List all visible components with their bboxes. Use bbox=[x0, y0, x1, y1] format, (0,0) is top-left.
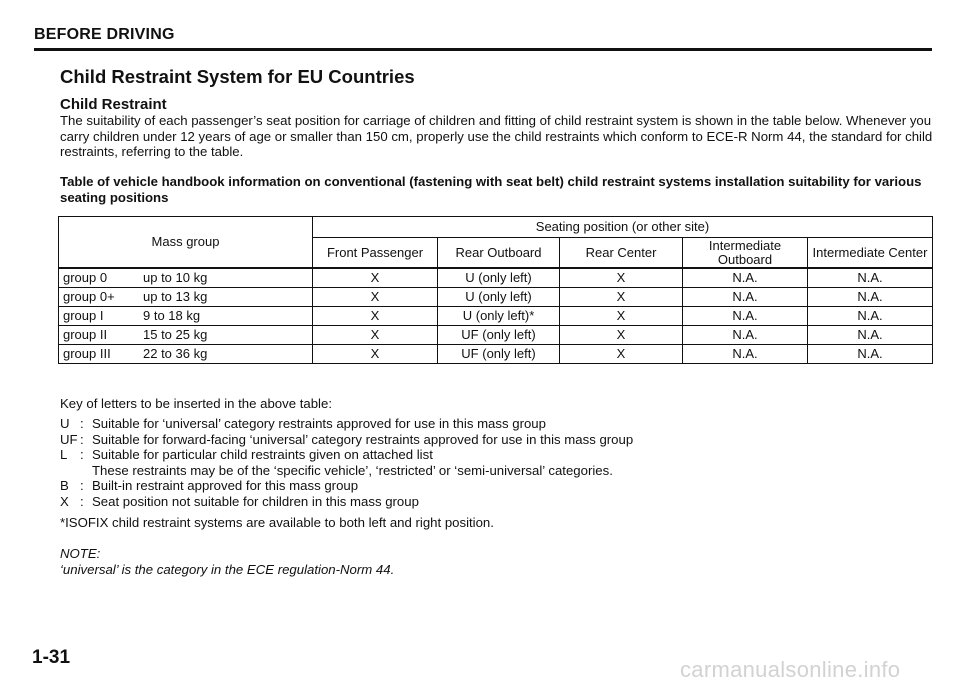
mass-group-cell bbox=[59, 307, 313, 326]
col-front-passenger: Front Passenger bbox=[313, 238, 438, 269]
group-mass: up to 13 kg bbox=[143, 289, 208, 304]
legend-item: B : Built-in restraint approved for this mass group bbox=[60, 478, 359, 493]
legend-text: Suitable for particular child restraints given on attached list bbox=[92, 447, 433, 462]
group-mass: 15 to 25 kg bbox=[143, 327, 208, 342]
page-number: 1-31 bbox=[32, 647, 71, 668]
legend-text: These restraints may be of the ‘specific vehicle’, ‘restricted’ or ‘semi-universal’ categories. bbox=[92, 462, 613, 478]
col-intermediate-outboard: Intermediate Outboard bbox=[683, 238, 808, 269]
table-cell: N.A. bbox=[808, 326, 933, 345]
section-title: Child Restraint System for EU Countries bbox=[60, 66, 415, 87]
legend-letter: L bbox=[60, 447, 68, 462]
table-cell: X bbox=[313, 345, 438, 364]
table-cell: UF (only left) bbox=[438, 326, 560, 345]
table-cell: N.A. bbox=[808, 268, 933, 288]
table-cell: N.A. bbox=[808, 345, 933, 364]
legend-text: Seat position not suitable for children in this mass group bbox=[92, 493, 419, 509]
watermark: carmanualsonline.info bbox=[680, 657, 901, 682]
table-cell: U (only left)* bbox=[438, 307, 560, 326]
table-cell: X bbox=[560, 345, 683, 364]
group-mass: 22 to 36 kg bbox=[143, 346, 208, 361]
table-cell: N.A. bbox=[683, 268, 808, 288]
seating-position-header: Seating position (or other site) bbox=[313, 217, 933, 238]
legend-letter: B bbox=[60, 478, 69, 493]
table-cell: X bbox=[560, 307, 683, 326]
table-cell: N.A. bbox=[683, 345, 808, 364]
table-cell: N.A. bbox=[683, 307, 808, 326]
legend-letter: UF bbox=[60, 431, 78, 447]
header-title: BEFORE DRIVING bbox=[34, 26, 175, 43]
table-cell: N.A. bbox=[808, 307, 933, 326]
key-intro: Key of letters to be inserted in the above table: bbox=[60, 396, 332, 411]
group-name: group 0 bbox=[63, 270, 108, 285]
note-label: NOTE: bbox=[60, 546, 101, 561]
legend-letter: U bbox=[60, 416, 70, 431]
isofix-note: *ISOFIX child restraint systems are available to both left and right position. bbox=[60, 515, 494, 530]
legend-text: Suitable for forward-facing ‘universal’ category restraints approved for use in this mass group bbox=[92, 431, 634, 447]
table-cell: U (only left) bbox=[438, 268, 560, 288]
table-row bbox=[59, 326, 933, 345]
intro-paragraph: The suitability of each passenger’s seat position for carriage of children and fitting of child restraint system is shown in the table below. Whenever you carry children under 12 years of age or smaller than 150 cm, properly use the child restraints which conform to ECE-R Norm 44, the standard for child restraints, referring to the table. bbox=[60, 113, 933, 159]
table-cell: X bbox=[560, 326, 683, 345]
mass-group-cell bbox=[59, 345, 313, 364]
table-row bbox=[59, 288, 933, 307]
group-name: group III bbox=[63, 346, 111, 361]
legend-list bbox=[60, 416, 633, 509]
mass-group-cell bbox=[59, 268, 313, 288]
legend-text: Suitable for ‘universal’ category restraints approved for use in this mass group bbox=[92, 416, 546, 431]
note-text: ‘universal’ is the category in the ECE regulation-Norm 44. bbox=[60, 562, 395, 577]
legend-text: Built-in restraint approved for this mass group bbox=[92, 478, 359, 493]
legend-item: X : Seat position not suitable for children in this mass group bbox=[60, 493, 419, 509]
mass-group-cell bbox=[59, 288, 313, 307]
table-cell: N.A. bbox=[683, 326, 808, 345]
col-rear-center: Rear Center bbox=[560, 238, 683, 269]
group-mass: 9 to 18 kg bbox=[143, 308, 201, 323]
group-name: group II bbox=[63, 327, 108, 342]
group-name: group 0+ bbox=[63, 289, 115, 304]
group-name: group I bbox=[63, 308, 104, 323]
legend-letter: X bbox=[60, 493, 69, 509]
mass-group-cell bbox=[59, 326, 313, 345]
legend-item: L : Suitable for particular child restraints given on attached list bbox=[60, 447, 433, 462]
table-cell: X bbox=[313, 268, 438, 288]
table-cell: X bbox=[560, 288, 683, 307]
table-heading: Table of vehicle handbook information on conventional (fastening with seat belt) child restraint systems installation suitability for various seating positions bbox=[60, 174, 922, 205]
legend-item-continuation bbox=[60, 463, 633, 479]
table-cell: X bbox=[313, 326, 438, 345]
group-mass: up to 10 kg bbox=[143, 270, 208, 285]
table-cell: UF (only left) bbox=[438, 345, 560, 364]
header-rule bbox=[34, 48, 932, 51]
table-row bbox=[59, 345, 933, 364]
suitability-table bbox=[58, 216, 933, 364]
mass-group-header: Mass group bbox=[59, 217, 313, 269]
legend-item: UF : Suitable for forward-facing ‘universal’ category restraints approved for use in this mass group bbox=[60, 431, 634, 447]
table-cell: N.A. bbox=[808, 288, 933, 307]
table-cell: X bbox=[560, 268, 683, 288]
table-row bbox=[59, 268, 933, 288]
table-cell: X bbox=[313, 288, 438, 307]
col-intermediate-center: Intermediate Center bbox=[808, 238, 933, 269]
table-row bbox=[59, 307, 933, 326]
table-cell: N.A. bbox=[683, 288, 808, 307]
legend-item: U : Suitable for ‘universal’ category restraints approved for use in this mass group bbox=[60, 416, 546, 431]
col-rear-outboard: Rear Outboard bbox=[438, 238, 560, 269]
table-cell: X bbox=[313, 307, 438, 326]
table-cell: U (only left) bbox=[438, 288, 560, 307]
sub-title: Child Restraint bbox=[60, 96, 167, 113]
